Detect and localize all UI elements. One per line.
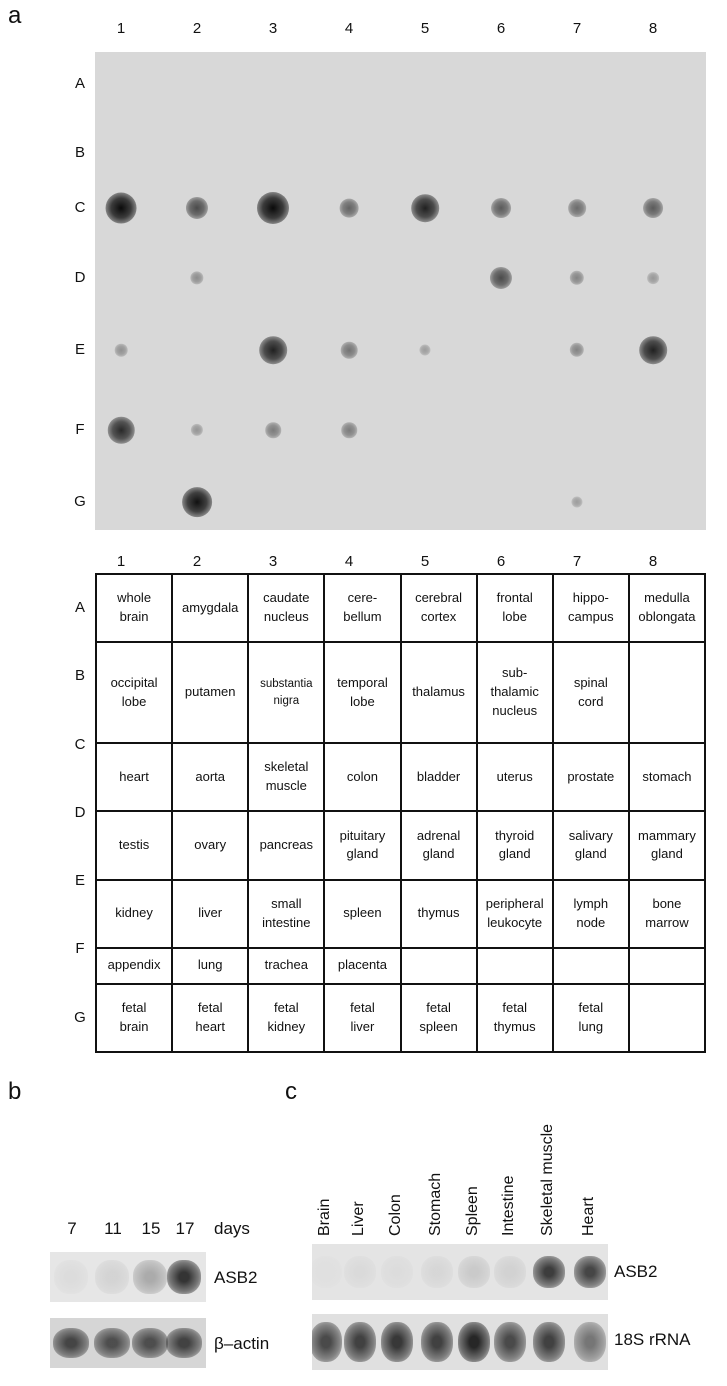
- rrna-marker: 18S rRNA: [614, 1330, 691, 1349]
- blot-column-label: 1: [116, 20, 126, 37]
- asb2-northern-blot-c: [312, 1244, 608, 1300]
- tissue-cell: small intestine: [248, 880, 324, 948]
- rrna-band: [421, 1322, 453, 1362]
- actin-band: [166, 1328, 202, 1358]
- tissue-cell: occipital lobe: [96, 642, 172, 743]
- blot-column-label: 6: [496, 20, 506, 37]
- asb2-band: [312, 1256, 342, 1288]
- table-row: [96, 642, 705, 743]
- tissue-cell: prostate: [553, 743, 629, 811]
- tissue-cell: trachea: [248, 948, 324, 984]
- rrna-band: [381, 1322, 413, 1362]
- tissue-cell: fetal lung: [553, 984, 629, 1052]
- tissue-cell: fetal kidney: [248, 984, 324, 1052]
- table-row: [96, 574, 705, 642]
- tissue-cell: [629, 948, 705, 984]
- tissue-cell: bladder: [401, 743, 477, 811]
- tissue-cell: liver: [172, 880, 248, 948]
- table-row-label: B: [74, 667, 85, 684]
- lane-label: Liver: [350, 1201, 367, 1236]
- tissue-cell: whole brain: [96, 574, 172, 642]
- tissue-cell: salivary gland: [553, 811, 629, 879]
- tissue-cell: hippo- campus: [553, 574, 629, 642]
- dot-blot-membrane: [95, 52, 706, 530]
- table-row-label: A: [74, 599, 85, 616]
- actin-band: [94, 1328, 130, 1358]
- blot-spot: [108, 417, 135, 444]
- asb2-marker-b: ASB2: [214, 1268, 258, 1287]
- tissue-cell: fetal thymus: [477, 984, 553, 1052]
- tissue-cell: pancreas: [248, 811, 324, 879]
- timecourse-day-label: 7: [67, 1219, 77, 1238]
- tissue-cell: substantia nigra: [248, 642, 324, 743]
- blot-spot: [570, 343, 584, 357]
- tissue-cell: putamen: [172, 642, 248, 743]
- timecourse-day-label: 17: [175, 1219, 195, 1238]
- tissue-cell: caudate nucleus: [248, 574, 324, 642]
- blot-spot: [259, 336, 287, 364]
- actin-band: [53, 1328, 89, 1358]
- table-row-label: G: [74, 1009, 86, 1026]
- table-column-label: 5: [420, 553, 430, 570]
- actin-marker: β–actin: [214, 1334, 270, 1353]
- tissue-cell: uterus: [477, 743, 553, 811]
- asb2-band: [533, 1256, 565, 1288]
- table-row-label: F: [75, 940, 85, 957]
- lane-label: Heart: [580, 1196, 597, 1236]
- blot-column-label: 7: [572, 20, 582, 37]
- blot-column-label: 5: [420, 20, 430, 37]
- blot-row-label: B: [74, 144, 85, 161]
- tissue-cell: testis: [96, 811, 172, 879]
- asb2-band: [381, 1256, 413, 1288]
- tissue-cell: heart: [96, 743, 172, 811]
- table-row: [96, 743, 705, 811]
- asb2-band: [458, 1256, 490, 1288]
- blot-spot: [115, 344, 128, 357]
- tissue-cell: spinal cord: [553, 642, 629, 743]
- lane-label: Intestine: [500, 1175, 517, 1236]
- rrna-band: [574, 1322, 606, 1362]
- tissue-cell: [553, 948, 629, 984]
- timecourse-day-label: 15: [141, 1219, 161, 1238]
- days-label: days: [214, 1219, 250, 1238]
- blot-row-label: D: [74, 269, 86, 286]
- asb2-band: [421, 1256, 453, 1288]
- asb2-band: [494, 1256, 526, 1288]
- tissue-cell: stomach: [629, 743, 705, 811]
- blot-spot: [182, 487, 212, 517]
- table-row: [96, 811, 705, 879]
- blot-spot: [570, 271, 584, 285]
- blot-row-label: A: [74, 75, 85, 92]
- tissue-cell: kidney: [96, 880, 172, 948]
- tissue-cell: cerebral cortex: [401, 574, 477, 642]
- tissue-cell: fetal brain: [96, 984, 172, 1052]
- table-column-label: 1: [116, 553, 126, 570]
- blot-spot: [257, 192, 289, 224]
- table-column-label: 3: [268, 553, 278, 570]
- blot-spot: [419, 344, 430, 355]
- lane-label: Stomach: [427, 1172, 444, 1236]
- asb2-marker-c: ASB2: [614, 1262, 658, 1281]
- asb2-northern-blot-b: [50, 1252, 206, 1302]
- table-column-label: 4: [344, 553, 354, 570]
- blot-spot: [191, 424, 203, 436]
- blot-spot: [190, 271, 203, 284]
- timecourse-day-label: 11: [104, 1219, 122, 1238]
- tissue-cell: adrenal gland: [401, 811, 477, 879]
- rrna-northern-blot: [312, 1314, 608, 1370]
- tissue-cell: placenta: [324, 948, 400, 984]
- tissue-cell: temporal lobe: [324, 642, 400, 743]
- table-row-label: D: [74, 804, 86, 821]
- lane-label: Skeletal muscle: [539, 1123, 556, 1236]
- blot-spot: [265, 422, 281, 438]
- panel-c-label: c: [285, 1078, 297, 1105]
- tissue-cell: cere- bellum: [324, 574, 400, 642]
- tissue-cell: frontal lobe: [477, 574, 553, 642]
- blot-spot: [340, 199, 359, 218]
- tissue-cell: fetal spleen: [401, 984, 477, 1052]
- tissue-cell: thalamus: [401, 642, 477, 743]
- tissue-cell: thymus: [401, 880, 477, 948]
- table-row-label: E: [74, 872, 85, 889]
- table-column-label: 2: [192, 553, 202, 570]
- tissue-cell: mammary gland: [629, 811, 705, 879]
- tissue-cell: thyroid gland: [477, 811, 553, 879]
- lane-label: Brain: [316, 1198, 333, 1236]
- asb2-band: [574, 1256, 606, 1288]
- tissue-cell: appendix: [96, 948, 172, 984]
- blot-row-label: C: [74, 199, 86, 216]
- tissue-cell: peripheral leukocyte: [477, 880, 553, 948]
- asb2-band: [167, 1260, 201, 1294]
- table-column-label: 6: [496, 553, 506, 570]
- blot-row-label: G: [74, 493, 86, 510]
- asb2-band: [133, 1260, 167, 1294]
- tissue-cell: medulla oblongata: [629, 574, 705, 642]
- tissue-cell: fetal heart: [172, 984, 248, 1052]
- tissue-cell: colon: [324, 743, 400, 811]
- tissue-cell: fetal liver: [324, 984, 400, 1052]
- blot-column-label: 2: [192, 20, 202, 37]
- tissue-cell: amygdala: [172, 574, 248, 642]
- blot-column-label: 3: [268, 20, 278, 37]
- tissue-cell: aorta: [172, 743, 248, 811]
- tissue-cell: [629, 984, 705, 1052]
- tissue-cell: [629, 642, 705, 743]
- blot-row-label: F: [75, 421, 85, 438]
- blot-column-label: 8: [648, 20, 658, 37]
- lane-label: Spleen: [464, 1186, 481, 1236]
- tissue-cell: pituitary gland: [324, 811, 400, 879]
- table-column-label: 7: [572, 553, 582, 570]
- table-row-label: C: [74, 736, 86, 753]
- blot-spot: [571, 496, 582, 507]
- tissue-cell: skeletal muscle: [248, 743, 324, 811]
- lane-label: Colon: [387, 1194, 404, 1236]
- tissue-cell: bone marrow: [629, 880, 705, 948]
- blot-spot: [341, 422, 357, 438]
- tissue-cell: [401, 948, 477, 984]
- tissue-layout-table: [95, 573, 706, 1053]
- blot-spot: [639, 336, 667, 364]
- tissue-cell: lymph node: [553, 880, 629, 948]
- blot-row-label: E: [74, 341, 85, 358]
- blot-spot: [186, 197, 208, 219]
- blot-spot: [106, 193, 137, 224]
- table-row: [96, 948, 705, 984]
- tissue-cell: sub- thalamic nucleus: [477, 642, 553, 743]
- rrna-band: [458, 1322, 490, 1362]
- actin-band: [132, 1328, 168, 1358]
- table-row: [96, 984, 705, 1052]
- tissue-cell: spleen: [324, 880, 400, 948]
- blot-column-label: 4: [344, 20, 354, 37]
- tissue-cell: ovary: [172, 811, 248, 879]
- blot-spot: [643, 198, 663, 218]
- blot-spot: [411, 194, 439, 222]
- rrna-band: [494, 1322, 526, 1362]
- table-row: [96, 880, 705, 948]
- table-column-label: 8: [648, 553, 658, 570]
- blot-spot: [491, 198, 511, 218]
- tissue-cell: [477, 948, 553, 984]
- asb2-band: [344, 1256, 376, 1288]
- blot-spot: [568, 199, 586, 217]
- panel-b-label: b: [8, 1078, 22, 1105]
- blot-spot: [490, 267, 512, 289]
- rrna-band: [344, 1322, 376, 1362]
- asb2-band: [54, 1260, 88, 1294]
- blot-spot: [341, 342, 358, 359]
- actin-northern-blot-b: [50, 1318, 206, 1368]
- blot-spot: [647, 272, 659, 284]
- panel-a-label: a: [8, 2, 22, 29]
- rrna-band: [533, 1322, 565, 1362]
- rrna-band: [312, 1322, 342, 1362]
- tissue-cell: lung: [172, 948, 248, 984]
- asb2-band: [95, 1260, 129, 1294]
